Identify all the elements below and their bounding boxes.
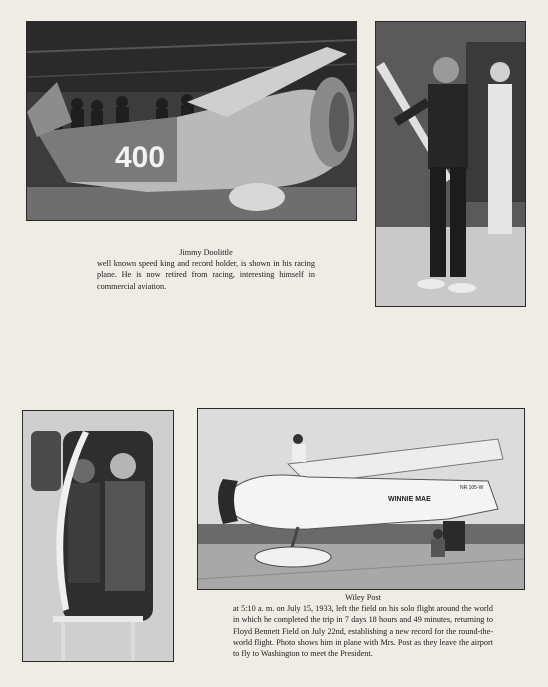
plane-number: 400 <box>115 141 166 174</box>
plane-registration: NR 105-W <box>460 485 484 491</box>
photo-doolittle-portrait <box>375 21 526 307</box>
caption-post-title: Wiley Post <box>345 593 381 602</box>
photo-post-cockpit <box>22 410 174 662</box>
aviator-portrait-illustration <box>376 22 525 306</box>
caption-doolittle-title: Jimmy Doolittle <box>179 248 233 257</box>
cockpit-couple-illustration <box>23 411 173 661</box>
caption-doolittle <box>97 247 315 292</box>
racing-plane-illustration <box>27 22 356 220</box>
caption-post-body: at 5:10 a. m. on July 15, 1933, left the field on his solo flight around the world in which he completed the trip in 7 days 18 hours and 49 minutes, returning to Floyd Bennett Field on July 22nd, establishing a new record for the round-the-world flight. Photo shows him in plane with Mrs. Post as they leave the airport to fly to Washington to meet the President. <box>233 604 493 659</box>
plane-name: WINNIE MAE <box>388 496 431 503</box>
caption-post <box>233 592 493 659</box>
photo-doolittle-racing-plane <box>26 21 357 221</box>
winnie-mae-illustration <box>198 409 524 589</box>
caption-doolittle-body: well known speed king and record holder, is shown in his racing plane. He is now retired from racing, interesting himself in commercial aviation. <box>97 259 315 291</box>
photo-winnie-mae <box>197 408 525 590</box>
